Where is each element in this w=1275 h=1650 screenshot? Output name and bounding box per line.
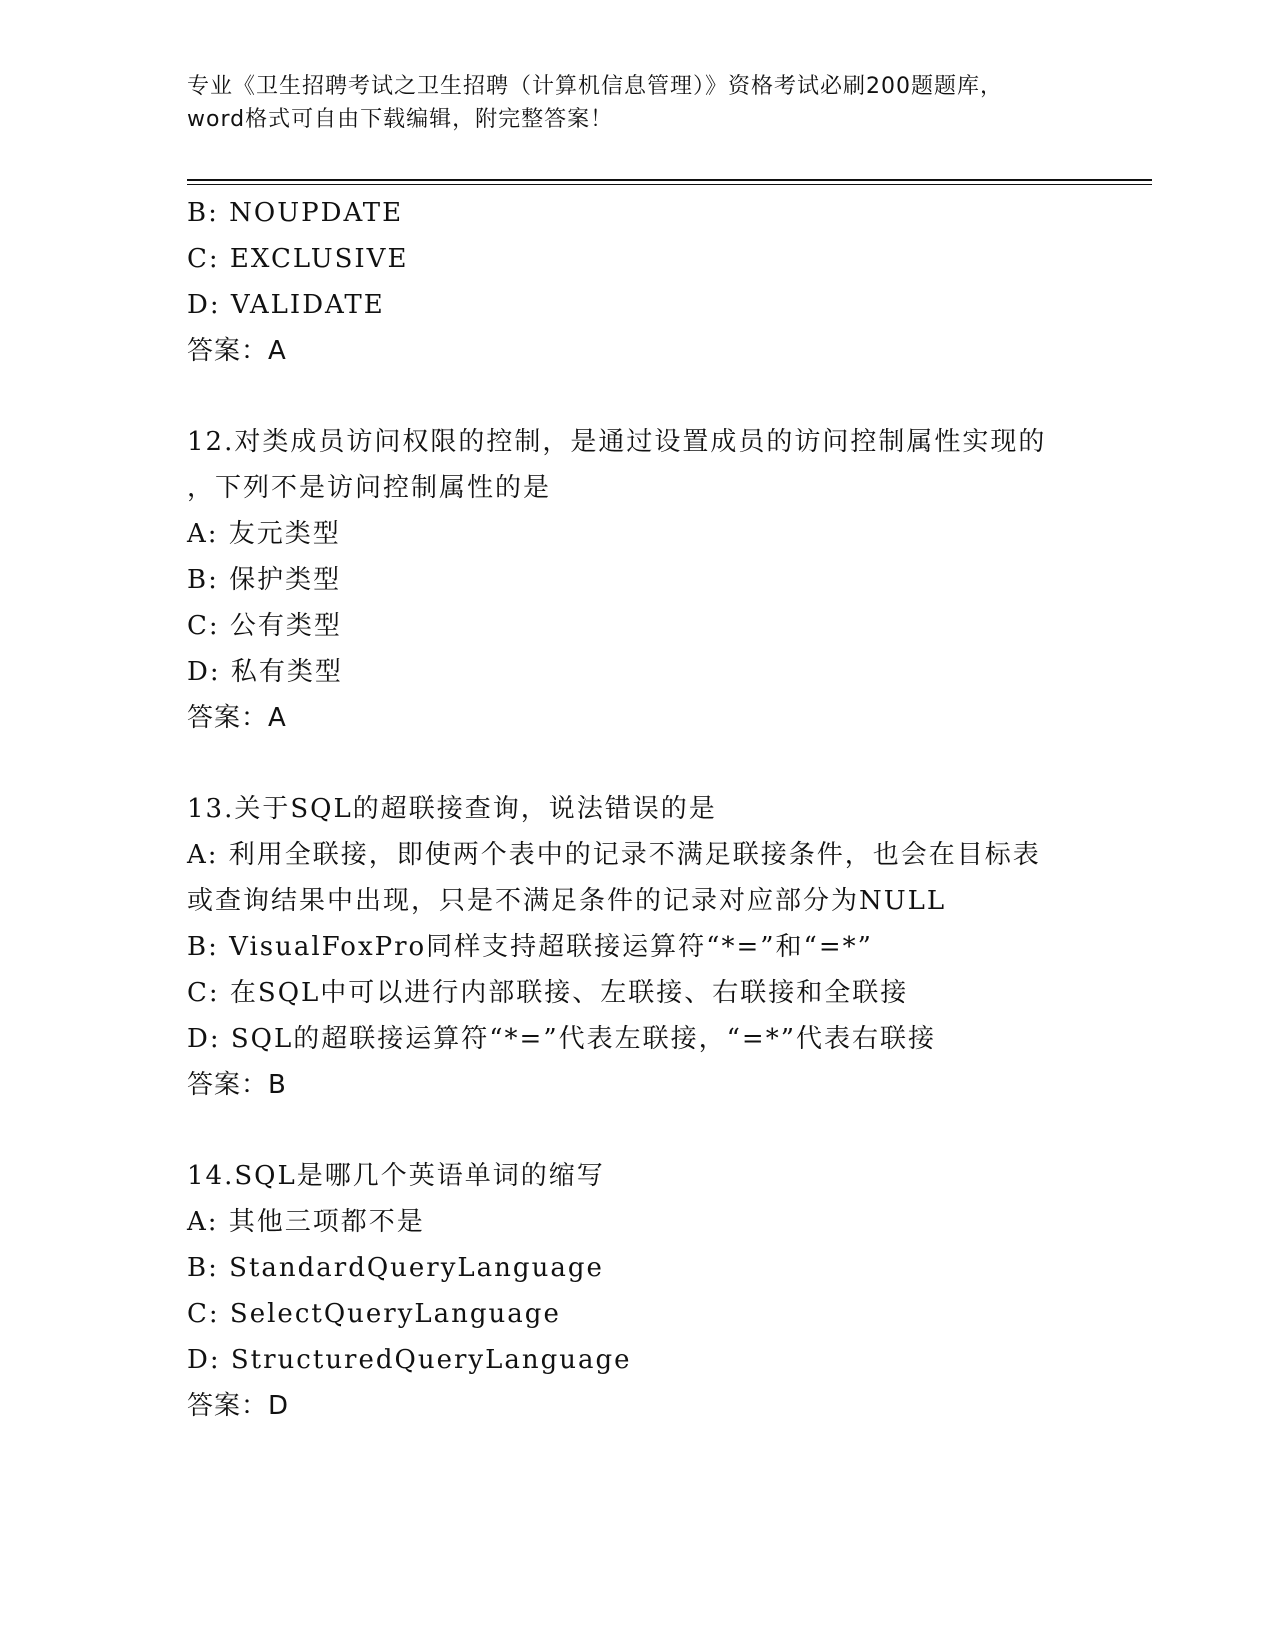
question-13 xyxy=(187,786,1087,1108)
question-11-tail xyxy=(187,190,1087,374)
header-divider-thin xyxy=(187,184,1152,185)
option-b: B: 保护类型 xyxy=(187,565,342,595)
option-d: D: SQL的超联接运算符“*=”代表左联接，“=*”代表右联接 xyxy=(187,1024,937,1054)
question-stem-continued: ，下列不是访问控制属性的是 xyxy=(187,473,552,503)
header-line-1: 专业《卫生招聘考试之卫生招聘（计算机信息管理）》资格考试必刷200题题库， xyxy=(187,74,1003,99)
option-c: C: EXCLUSIVE xyxy=(187,244,409,274)
option-b: B: VisualFoxPro同样支持超联接运算符“*=”和“=*” xyxy=(187,932,873,962)
question-12 xyxy=(187,419,1087,741)
option-d: D: VALIDATE xyxy=(187,290,385,320)
header-divider-thick xyxy=(187,179,1152,181)
option-a: A: 利用全联接，即使两个表中的记录不满足联接条件，也会在目标表 xyxy=(187,840,1041,870)
question-14 xyxy=(187,1153,1087,1429)
answer-line: 答案：A xyxy=(187,336,287,366)
option-c: C: 公有类型 xyxy=(187,611,342,641)
option-a-continued: 或查询结果中出现，只是不满足条件的记录对应部分为NULL xyxy=(187,886,947,916)
question-stem: 12.对类成员访问权限的控制，是通过设置成员的访问控制属性实现的 xyxy=(187,427,1047,457)
option-c: C: 在SQL中可以进行内部联接、左联接、右联接和全联接 xyxy=(187,978,909,1008)
option-a: A: 其他三项都不是 xyxy=(187,1207,425,1237)
option-d: D: StructuredQueryLanguage xyxy=(187,1345,632,1375)
answer-line: 答案：A xyxy=(187,703,287,733)
question-stem: 14.SQL是哪几个英语单词的缩写 xyxy=(187,1161,605,1191)
option-c: C: SelectQueryLanguage xyxy=(187,1299,561,1329)
document-header xyxy=(187,70,1087,136)
option-b: B: StandardQueryLanguage xyxy=(187,1253,604,1283)
answer-line: 答案：D xyxy=(187,1391,290,1421)
option-b: B: NOUPDATE xyxy=(187,198,404,228)
question-list xyxy=(187,190,1087,1429)
answer-line: 答案：B xyxy=(187,1070,287,1100)
header-line-2: word格式可自由下载编辑，附完整答案！ xyxy=(187,107,614,132)
option-a: A: 友元类型 xyxy=(187,519,341,549)
question-stem: 13.关于SQL的超联接查询，说法错误的是 xyxy=(187,794,717,824)
option-d: D: 私有类型 xyxy=(187,657,343,687)
